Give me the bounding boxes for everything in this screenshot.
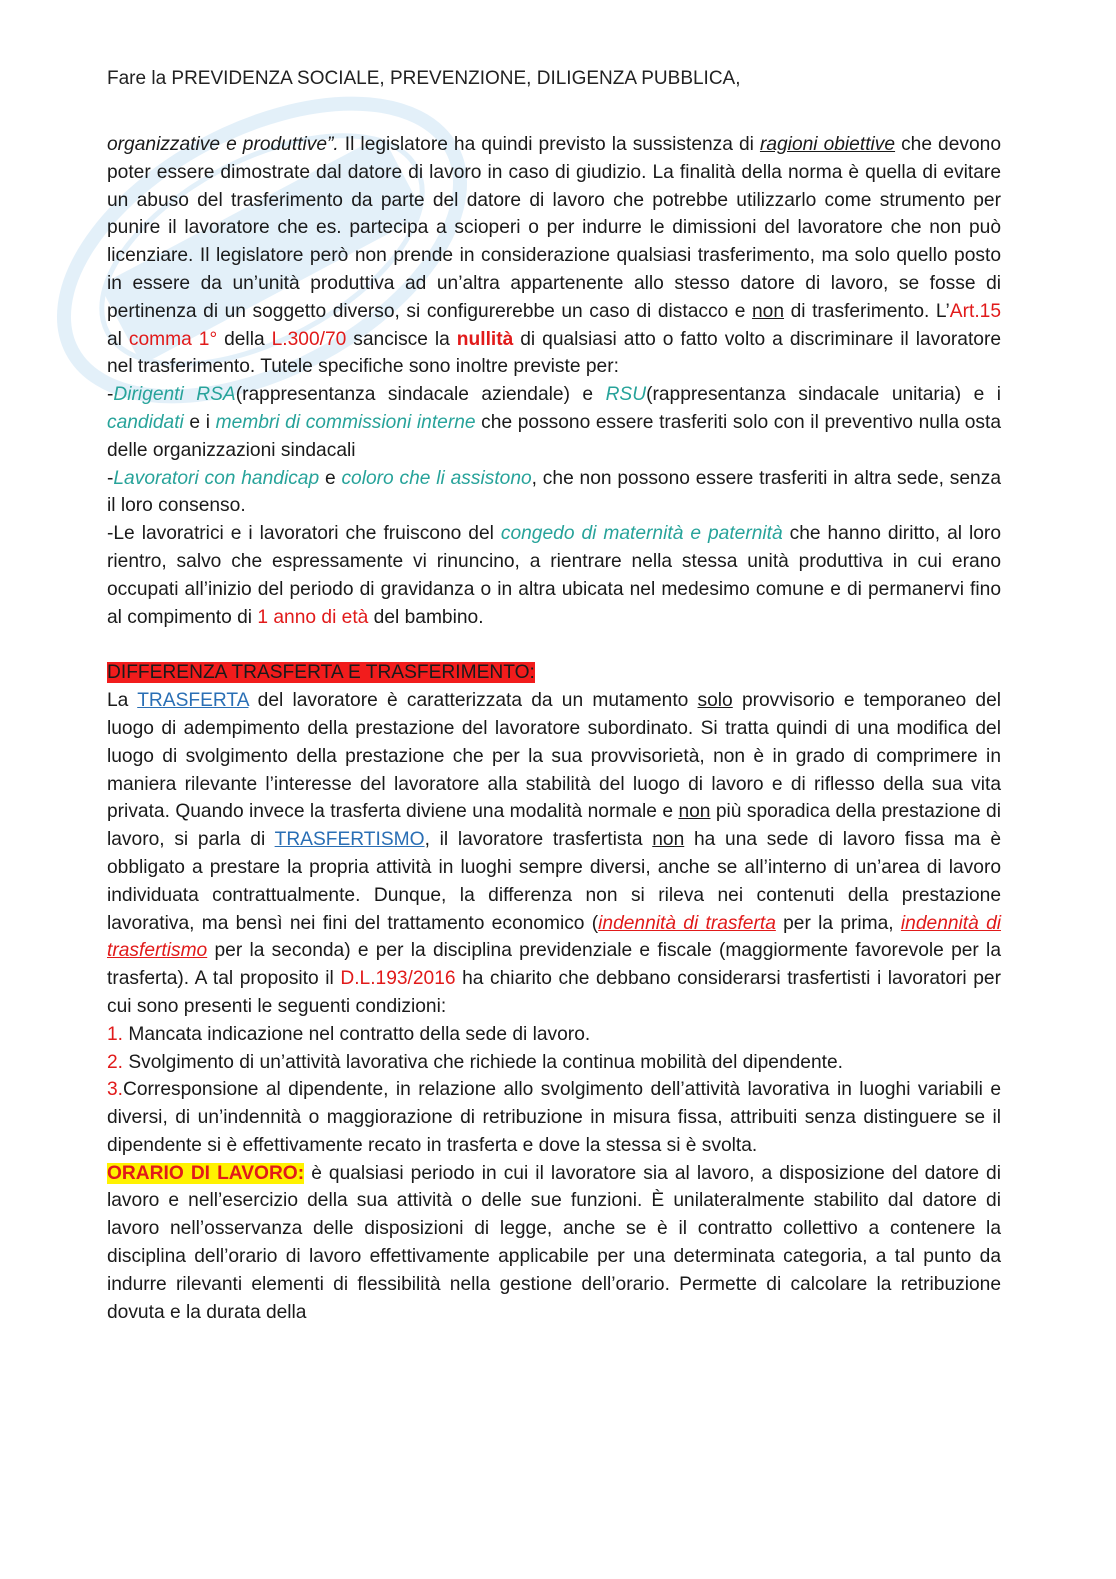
text-run: di trasferimento. L’ bbox=[784, 300, 950, 322]
text-run: , che non possono essere trasferiti in altra sede, senza il loro consenso. bbox=[107, 467, 1001, 517]
list-item bbox=[107, 1049, 1001, 1077]
text-run: non bbox=[678, 801, 711, 823]
text-run: comma 1° bbox=[128, 328, 218, 350]
text-run: al bbox=[107, 328, 129, 350]
list-number: 1. bbox=[107, 1023, 124, 1045]
text-run: , il lavoratore trasfertista bbox=[424, 829, 653, 851]
text-run: che possono essere trasferiti solo con il preventivo nulla osta delle organizzazioni sindacali bbox=[107, 411, 1002, 461]
text-run: TRASFERTISMO bbox=[274, 829, 425, 851]
spacer bbox=[107, 631, 1001, 659]
heading-highlight: ORARIO DI LAVORO: bbox=[107, 1162, 305, 1184]
text-run: per la prima, bbox=[775, 912, 901, 934]
text-run: - bbox=[107, 384, 114, 406]
list-text: Corresponsione al dipendente, in relazione allo svolgimento dell’attività lavorativa in luoghi variabili e diversi, di un’indennità o maggiorazione di retribuzione in misura fissa, attribuiti senza distinguere se il dipendente si è effettivamente recato in trasferta e dove la stessa si è svolta. bbox=[107, 1079, 1001, 1156]
text-run: L.300/70 bbox=[271, 328, 347, 350]
paragraph-dirigenti bbox=[107, 381, 1001, 464]
text-run: (rappresentanza sindacale aziendale) e bbox=[235, 384, 606, 406]
text-run: più sporadica della prestazione di lavoro, si parla di bbox=[107, 801, 1001, 851]
text-run: indennità di trasfertismo bbox=[107, 912, 1002, 962]
paragraph-handicap bbox=[107, 465, 1001, 521]
text-run: della bbox=[217, 328, 272, 350]
text-run: (rappresentanza sindacale unitaria) e i bbox=[646, 384, 1002, 406]
text-run: membri di commissioni interne bbox=[215, 411, 476, 433]
text-run: indennità di trasferta bbox=[598, 912, 776, 934]
list-item bbox=[107, 1076, 1001, 1159]
paragraph-trasferta bbox=[107, 687, 1001, 1021]
text-run: sancisce la bbox=[346, 328, 457, 350]
text-run: D.L.193/2016 bbox=[340, 968, 456, 990]
list-number: 2. bbox=[107, 1051, 124, 1073]
paragraph-trasferimento bbox=[107, 131, 1001, 381]
text-run: di qualsiasi atto o fatto volto a discriminare il lavoratore nel trasferimento. Tutele specifiche sono inoltre previste per: bbox=[107, 328, 1002, 378]
text-run: Il legislatore ha quindi previsto la sussistenza di bbox=[338, 134, 760, 155]
text-run: e bbox=[319, 467, 342, 489]
list-text: Mancata indicazione nel contratto della sede di lavoro. bbox=[123, 1023, 591, 1045]
text-run: del lavoratore è caratterizzata da un mutamento bbox=[248, 690, 698, 712]
text-run: è qualsiasi periodo in cui il lavoratore sia al lavoro, a disposizione del datore di lavoro e nell’esercizio della sua attività o delle sue funzioni. È unilateralmente stabilito dal datore di lavoro nell’osservanza delle disposizioni di legge, anche se è il contratto collettivo a contenere la disciplina dell’orario di lavoro effettivamente applicabile per una determinata categoria, a tal punto da indurre rilevanti elementi di flessibilità nella gestione dell’orario. Permette di calcolare la retribuzione dovuta e la durata della bbox=[107, 1162, 1001, 1323]
text-run: coloro che li assistono bbox=[341, 467, 532, 489]
text-run: provvisorio e temporaneo del luogo di adempimento della prestazione del lavoratore subordinato. Si tratta quindi di una modifica del luogo di svolgimento della prestazione che per la sua provvisorietà, non è in grado di comprimere in maniera rilevante l’interesse del lavoratore alla stabilità del luogo di lavoro e di riflesso della sua vita privata. Quando invece la trasferta diviene una modalità normale e bbox=[107, 690, 1001, 823]
list-item bbox=[107, 1021, 1001, 1049]
text-run: nullità bbox=[456, 328, 514, 350]
text-run: che hanno diritto, al loro rientro, salvo che espressamente vi rinuncino, a rientrare nella stessa unità produttiva in cui erano occupati all’inizio del periodo di gravidanza o in altra ubicata nel medesimo comune e di permanervi fino al compimento di bbox=[107, 523, 1001, 628]
section-heading-trasferta bbox=[107, 659, 1001, 687]
list-number: 3. bbox=[107, 1079, 124, 1101]
text-run: congedo di maternità e paternità bbox=[500, 523, 783, 545]
text-run: ha chiarito che debbano considerarsi trasfertisti i lavoratori per cui sono presenti le seguenti condizioni: bbox=[107, 968, 1001, 1017]
page-header: Fare la PREVIDENZA SOCIALE, PREVENZIONE, DILIGENZA PUBBLICA, bbox=[107, 68, 741, 89]
text-run: per la seconda) e per la disciplina previdenziale e fiscale (maggiormente favorevole per la trasferta). A tal proposito il bbox=[107, 940, 1001, 990]
text-run: del bambino. bbox=[368, 606, 484, 628]
text-run: RSU bbox=[605, 384, 647, 406]
text-run: - bbox=[107, 467, 114, 489]
text-run: ragioni obiettive bbox=[759, 134, 896, 155]
text-run: solo bbox=[697, 690, 733, 712]
text-run: candidati bbox=[107, 411, 184, 433]
heading-highlight: DIFFERENZA TRASFERTA E TRASFERIMENTO: bbox=[107, 662, 535, 684]
text-run: TRASFERTA bbox=[137, 690, 249, 712]
text-run: Lavoratori con handicap bbox=[113, 467, 320, 489]
paragraph-congedo bbox=[107, 520, 1001, 631]
text-run: non bbox=[752, 300, 785, 322]
text-run: e i bbox=[183, 411, 216, 433]
text-run: che devono poter essere dimostrate dal datore di lavoro in caso di giudizio. La finalità della norma è quella di evitare un abuso del trasferimento da parte del datore di lavoro che potrebbe utilizzarlo come strumento per punire il lavoratore che es. partecipa a scioperi o per indurre le dimissioni del lavoratore che non può licenziare. Il legislatore però non prende in considerazione qualsiasi trasferimento, ma solo quello posto in essere da un’unità produttiva ad un’altra appartenente allo stesso datore di lavoro, se fosse di pertinenza di un soggetto diverso, si configurerebbe un caso di distacco e bbox=[107, 134, 1002, 322]
text-run: 1 anno di età bbox=[257, 606, 369, 628]
text-run: Dirigenti RSA bbox=[113, 384, 236, 406]
text-run: La bbox=[107, 690, 138, 712]
paragraph-orario bbox=[107, 1160, 1001, 1327]
text-run: ha una sede di lavoro fissa ma è obbligato a prestare la propria attività in luoghi sempre diversi, anche se all’interno di un’area di lavoro individuata contrattualmente. Dunque, la differenza non si rileva nei contenuti della prestazione lavorativa, ma bensì nei fini del trattamento economico ( bbox=[107, 829, 1001, 934]
text-run: Art.15 bbox=[949, 300, 1001, 322]
text-run: organizzative e produttive”. bbox=[107, 134, 339, 155]
text-run: non bbox=[652, 829, 685, 851]
document-body bbox=[107, 131, 1001, 1326]
text-run: -Le lavoratrici e i lavoratori che fruiscono del bbox=[107, 523, 501, 545]
list-text: Svolgimento di un’attività lavorativa che richiede la continua mobilità del dipendente. bbox=[123, 1051, 843, 1073]
